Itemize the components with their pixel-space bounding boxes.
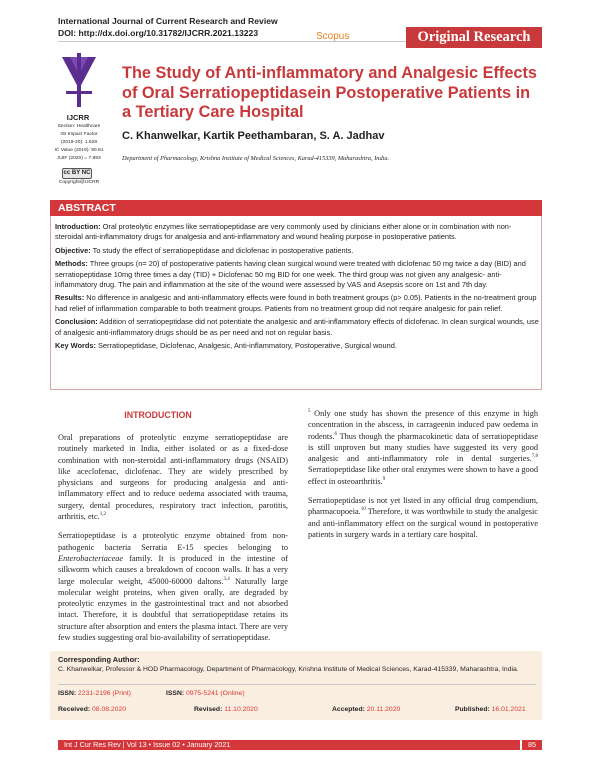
citation-ref[interactable]: 1,2	[99, 512, 106, 518]
intro-p2-text: Only one study has shown the presence of this enzyme in high concentration in the abscess, in carrageenin induced paw oedema in rodents.	[308, 409, 538, 441]
abstract-results-text: No difference in analgesic and anti-inflammatory effects were found in both treatment groups (p> 0.05). Patients in the no-treatment group had relief of inflammation comparable to both treatment groups. Patients from no treatment group did not require analgesic for pain relief.	[55, 293, 537, 313]
intro-p2-text: Naturally large molecular weight proteins, when given orally, are degraded by proteolytic enzymes in the gastrointestinal tract and not absorbed intact. Therefore, it is doubtful that serratiopeptidase retains its structure after absorption and enters the plasma intact. There are very few studies suggesting oral bio-availability of serratiopeptidase.	[58, 576, 288, 643]
revised-date	[194, 706, 258, 713]
intro-p2-text: family. It is produced in the intestine of silkworm which causes a breakdown of cocoon walls. It has a very large molecular weight, 45000-60000 daltons.	[58, 553, 288, 586]
metric-section: Section: Healthcare	[57, 124, 101, 129]
issn-print-value: 2231-2196 (Print)	[78, 690, 131, 697]
abstract-conclusion-label: Conclusion:	[55, 317, 98, 327]
intro-paragraph-2-cont	[308, 408, 538, 487]
intro-paragraph-2	[58, 530, 288, 643]
abstract-keywords-label: Key Words:	[55, 341, 96, 351]
intro-p2-text: Serratiopeptidase like other oral enzymes were shown to have a good effect in osteoarthritis.	[308, 465, 538, 486]
author-affiliation: Department of Pharmacology, Krishna Institute of Medical Sciences, Karad-415339, Maharashtra, India.	[122, 155, 390, 162]
abstract-objective	[55, 246, 539, 256]
revised-label: Revised:	[194, 706, 223, 713]
journal-name: International Journal of Current Research and Review	[58, 16, 278, 26]
intro-p3-text: Serratiopeptidase is not yet listed in any official drug compendium, pharmacopoeia.	[308, 496, 538, 517]
abstract-body	[55, 222, 539, 354]
issn-online-label: ISSN:	[166, 690, 185, 697]
metric-isi-value: (2019-20): 1.628	[60, 140, 98, 146]
abstract-results	[55, 293, 539, 314]
received-date	[58, 706, 126, 713]
article-title: The Study of Anti-inflammatory and Analgesic Effects of Oral Serratiopeptidasein Postoperative Patients in a Tertiary Care Hospital	[122, 64, 537, 121]
article-authors: C. Khanwelkar, Kartik Peethambaran, S. A. Jadhav	[122, 130, 385, 142]
issn-print	[58, 690, 131, 697]
intro-p1-text: Oral preparations of proteolytic enzyme serratiopeptidase are routinely marketed in India, either isolated or as a fixed-dose combination with non-steroidal anti-inflammatory drugs (NSAID) like aceclofenac, diclofenac. They are widely prescribed by physicians and surgeons for producing analgesia and anti-inflammatory effect and to reduce oedema associated with trauma, surgery, dental procedures, respiratory tract infection, parotitis, arthritis, etc.	[58, 433, 288, 522]
intro-p2-italic: Enterobacteriaceae	[58, 553, 124, 563]
metric-ic-value: IC Value (2019): 90.81	[54, 148, 104, 154]
issn-online	[166, 690, 245, 697]
citation-ref[interactable]: 10	[360, 507, 366, 513]
correspondence-text: C. Khanwelkar, Professor & HOD Pharmacology, Department of Pharmacology, Krishna Institute of Medical Sciences, Karad-415339, Maharashtra, India.	[58, 666, 519, 673]
abstract-conclusion	[55, 317, 539, 338]
metric-sjif: SJIF (2020) = 7.893	[57, 156, 101, 162]
accepted-value: 20.11.2020	[366, 706, 401, 713]
correspondence-divider	[58, 684, 536, 685]
abstract-keywords	[55, 341, 539, 351]
citation-ref[interactable]: 9	[382, 477, 386, 483]
published-value: 16.01.2021	[491, 706, 526, 713]
journal-metrics	[50, 123, 108, 163]
metric-isi-label: ISI Impact Factor	[60, 132, 98, 138]
published-date	[455, 706, 526, 713]
citation-ref[interactable]: 7,8	[531, 454, 538, 460]
abstract-objective-text: To study the effect of serratiopeptidase and diclofenac in postoperative patients.	[92, 245, 354, 255]
logo-name: IJCRR	[66, 113, 90, 122]
abstract-keywords-text: Serratiopeptidase, Diclofenac, Analgesic, Anti-inflammatory, Postoperative, Surgical wound.	[98, 341, 397, 351]
accepted-label: Accepted:	[332, 706, 365, 713]
abstract-methods-text: Three groups (n= 20) of postoperative patients having clean surgical wound were treated with diclofenac 50 mg twice a day (BID) and serratiopeptidase 10mg three times a day (TID) + Diclofenac 50 mg BID for one week. The third group was not given any analgesic- anti-inflammatory drug. The pain and inflammation at the site of the wound were assessed by VAS and Asepsis score on 1st and 7th day.	[55, 259, 526, 290]
intro-paragraph-3	[308, 495, 538, 540]
page-number: 85	[522, 740, 542, 750]
abstract-heading: ABSTRACT	[50, 200, 542, 216]
abstract-results-label: Results:	[55, 293, 85, 303]
journal-doi[interactable]: DOI: http://dx.doi.org/10.31782/IJCRR.2021.13223	[58, 28, 259, 38]
received-label: Received:	[58, 706, 91, 713]
published-label: Published:	[455, 706, 490, 713]
received-value: 08.08.2020	[92, 706, 127, 713]
citation-ref[interactable]: 5	[308, 409, 311, 415]
abstract-introduction-label: Introduction:	[55, 222, 101, 231]
issn-print-label: ISSN:	[58, 690, 77, 697]
copyright-text: Copyright@IJCRR	[58, 180, 100, 185]
footer-citation: Int J Cur Res Rev | Vol 13 • Issue 02 • January 2021	[58, 740, 520, 750]
citation-ref[interactable]: 3,4	[223, 576, 230, 582]
intro-p2-text: Thus though the pharmacokinetic data of serratiopeptidase is still unproven but many studies have suggested its very good analgesic and anti-inflammatory role in dental surgeries.	[308, 431, 538, 464]
abstract-introduction	[55, 222, 539, 243]
correspondence-heading: Corresponding Author:	[58, 655, 140, 664]
abstract-introduction-text: Oral proteolytic enzymes like serratiopeptidase are very commonly used by clinicians either alone or in combination with non-steroidal anti-inflammatory drugs for analgesia and anti-inflammatory and wound healing purpose in postoperative patients.	[55, 222, 512, 242]
issn-online-value: 0975-5241 (Online)	[186, 690, 245, 697]
abstract-methods-label: Methods:	[55, 259, 88, 269]
ijcrr-logo-icon	[56, 53, 102, 107]
body-column-right	[308, 408, 538, 548]
creative-commons-icon: cc BY NC	[62, 168, 92, 179]
introduction-heading: INTRODUCTION	[124, 410, 192, 420]
revised-value: 11.10.2020	[224, 706, 258, 713]
body-column-left	[58, 432, 288, 651]
intro-p3-text: Therefore, it was worthwhile to study the analgesic and anti-inflammatory effect on the surgical wound in postoperative patients in surgery wards in a tertiary care hospital.	[308, 507, 538, 539]
abstract-objective-label: Objective:	[55, 245, 91, 255]
article-type-badge: Original Research	[406, 27, 542, 48]
intro-p2-text: Serratiopeptidase is a proteolytic enzyme obtained from non-pathogenic bacteria Serratia E-15 species belonging to	[58, 531, 288, 552]
abstract-methods	[55, 259, 539, 290]
abstract-conclusion-text: Addition of serratiopeptidase did not potentiate the analgesic and anti-inflammatory effects of diclofenac. In clean surgical wounds, use of analgesic anti-inflammatory drugs should be as per need and not on regular basis.	[55, 317, 539, 337]
accepted-date	[332, 706, 400, 713]
intro-paragraph-1	[58, 432, 288, 522]
citation-ref[interactable]: 6	[334, 431, 337, 437]
scopus-label: Scopus	[316, 31, 350, 42]
